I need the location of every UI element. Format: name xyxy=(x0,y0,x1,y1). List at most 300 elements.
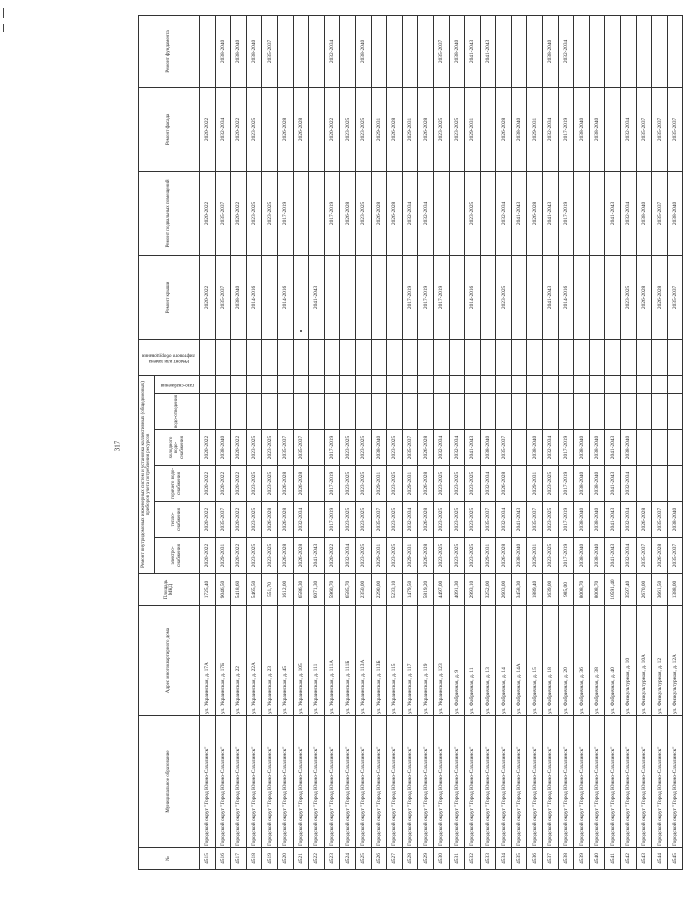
cell-address: ул. Физкультурная, д. 12А xyxy=(667,606,683,716)
cell-foundation xyxy=(293,15,309,87)
cell-elevator xyxy=(433,339,449,375)
cell-area: 1639,00 xyxy=(543,574,559,606)
cell-foundation: 2038-2040 xyxy=(215,15,231,87)
cell-facade xyxy=(262,87,278,171)
cell-cold-water: 2023-2025 xyxy=(262,430,278,466)
cell-electro: 2020-2022 xyxy=(231,538,247,574)
cell-hot-water: 2029-2031 xyxy=(527,466,543,502)
cell-hot-water: 2026-2028 xyxy=(277,466,293,502)
cell-area: 9046,50 xyxy=(215,574,231,606)
cell-roof xyxy=(355,255,371,339)
header-facade: Ремонт фасада xyxy=(139,87,200,171)
cell-roof xyxy=(262,255,278,339)
cell-cold-water: 2020-2022 xyxy=(200,430,216,466)
cell-heat: 2023-2025 xyxy=(340,502,356,538)
cell-foundation: 2038-2040 xyxy=(231,15,247,87)
cell-cold-water: 2017-2019 xyxy=(324,430,340,466)
cell-municipality: Городской округ "Город Южно-Сахалинск" xyxy=(324,716,340,848)
cell-basement: 2020-2022 xyxy=(200,171,216,255)
cell-foundation xyxy=(496,15,512,87)
cell-gas xyxy=(355,375,371,393)
cell-electro: 2023-2025 xyxy=(543,538,559,574)
cell-cold-water: 2035-2037 xyxy=(496,430,512,466)
cell-municipality: Городской округ "Город Южно-Сахалинск" xyxy=(387,716,403,848)
cell-municipality: Городской округ "Город Южно-Сахалинск" xyxy=(262,716,278,848)
cell-municipality: Городской округ "Город Южно-Сахалинск" xyxy=(465,716,481,848)
cell-foundation: 2038-2040 xyxy=(449,15,465,87)
header-group-repair: Ремонт внутридомовых инженерных систем и установка коллективных (общедомовых) приборов учета потребления ресурсов xyxy=(139,375,155,573)
cell-hot-water: 2026-2028 xyxy=(293,466,309,502)
cell-address: ул. Физкультурная, д. 10А xyxy=(636,606,652,716)
cell-address: ул. Фабричная, д. 13 xyxy=(480,606,496,716)
cell-municipality: Городской округ "Город Южно-Сахалинск" xyxy=(667,716,683,848)
cell-number: 4539 xyxy=(574,848,590,870)
cell-number: 4541 xyxy=(605,848,621,870)
cell-heat: 2026-2028 xyxy=(262,502,278,538)
cell-cold-water: 2038-2040 xyxy=(480,430,496,466)
cell-gas xyxy=(621,375,637,393)
cell-gas xyxy=(418,375,434,393)
cell-foundation xyxy=(340,15,356,87)
cell-number: 4526 xyxy=(371,848,387,870)
cell-electro: 2035-2037 xyxy=(636,538,652,574)
cell-cold-water: 2035-2037 xyxy=(293,430,309,466)
cell-gas xyxy=(667,375,683,393)
header-foundation: Ремонт фундамента xyxy=(139,15,200,87)
cell-number: 4540 xyxy=(589,848,605,870)
cell-municipality: Городской округ "Город Южно-Сахалинск" xyxy=(433,716,449,848)
cell-roof xyxy=(340,255,356,339)
cell-roof xyxy=(527,255,543,339)
cell-facade: 2032-2034 xyxy=(621,87,637,171)
cell-foundation: 2041-2043 xyxy=(480,15,496,87)
cell-roof xyxy=(480,255,496,339)
cell-basement xyxy=(449,171,465,255)
table-row xyxy=(605,15,621,869)
cell-hot-water xyxy=(309,466,325,502)
cell-electro: 2023-2025 xyxy=(262,538,278,574)
cell-heat: 2038-2040 xyxy=(574,502,590,538)
cell-number: 4545 xyxy=(667,848,683,870)
cell-sewer xyxy=(418,394,434,430)
cell-facade: 2023-2025 xyxy=(340,87,356,171)
cell-elevator xyxy=(621,339,637,375)
cell-sewer xyxy=(480,394,496,430)
cell-roof xyxy=(605,255,621,339)
cell-basement: 2038-2040 xyxy=(667,171,683,255)
cell-sewer xyxy=(527,394,543,430)
cell-area: 5819,20 xyxy=(418,574,434,606)
cell-number: 4533 xyxy=(480,848,496,870)
scan-edge-mark xyxy=(3,24,4,32)
cell-heat: 2023-2025 xyxy=(387,502,403,538)
cell-facade: 2020-2022 xyxy=(200,87,216,171)
cell-elevator xyxy=(527,339,543,375)
cell-gas xyxy=(636,375,652,393)
table-row xyxy=(433,15,449,869)
cell-facade: 2026-2028 xyxy=(418,87,434,171)
table-row xyxy=(465,15,481,869)
cell-address: ул. Фабричная, д. 40 xyxy=(605,606,621,716)
cell-municipality: Городской округ "Город Южно-Сахалинск" xyxy=(246,716,262,848)
cell-sewer xyxy=(293,394,309,430)
cell-municipality: Городской округ "Город Южно-Сахалинск" xyxy=(621,716,637,848)
cell-sewer xyxy=(667,394,683,430)
cell-basement xyxy=(480,171,496,255)
cell-area: 5233,10 xyxy=(387,574,403,606)
cell-elevator xyxy=(480,339,496,375)
cell-hot-water: 2020-2022 xyxy=(231,466,247,502)
cell-roof: 2038-2040 xyxy=(231,255,247,339)
cell-sewer xyxy=(558,394,574,430)
cell-area: 5465,50 xyxy=(246,574,262,606)
cell-number: 4530 xyxy=(433,848,449,870)
cell-cold-water: 2023-2025 xyxy=(246,430,262,466)
cell-area: 6585,70 xyxy=(340,574,356,606)
cell-foundation xyxy=(387,15,403,87)
cell-heat: 2026-2028 xyxy=(277,502,293,538)
cell-elevator xyxy=(355,339,371,375)
cell-area: 4497,00 xyxy=(433,574,449,606)
cell-heat: 2023-2025 xyxy=(433,502,449,538)
cell-cold-water: 2038-2040 xyxy=(621,430,637,466)
cell-area: 10591,40 xyxy=(605,574,621,606)
cell-hot-water xyxy=(636,466,652,502)
cell-municipality: Городской округ "Город Южно-Сахалинск" xyxy=(496,716,512,848)
cell-hot-water xyxy=(511,466,527,502)
table-row xyxy=(480,15,496,869)
cell-roof: 2014-2016 xyxy=(465,255,481,339)
cell-electro: 2026-2028 xyxy=(496,538,512,574)
cell-roof: 2023-2025 xyxy=(496,255,512,339)
header-heat: тепло-снабжения xyxy=(154,502,199,538)
cell-electro: 2026-2028 xyxy=(652,538,668,574)
cell-foundation: 2035-2037 xyxy=(262,15,278,87)
cell-sewer xyxy=(340,394,356,430)
cell-municipality: Городской округ "Город Южно-Сахалинск" xyxy=(605,716,621,848)
cell-gas xyxy=(449,375,465,393)
page-number: 317 xyxy=(113,440,122,452)
cell-basement xyxy=(309,171,325,255)
cell-electro: 2035-2037 xyxy=(667,538,683,574)
table-row xyxy=(418,15,434,869)
cell-sewer xyxy=(387,394,403,430)
table-row xyxy=(277,15,293,869)
cell-cold-water xyxy=(636,430,652,466)
cell-electro: 2023-2025 xyxy=(246,538,262,574)
cell-electro: 2038-2040 xyxy=(589,538,605,574)
header-no: № xyxy=(139,848,200,870)
cell-elevator xyxy=(277,339,293,375)
cell-facade: 2035-2037 xyxy=(652,87,668,171)
cell-roof xyxy=(293,255,309,339)
cell-roof: 2020-2022 xyxy=(200,255,216,339)
cell-area: 4091,30 xyxy=(449,574,465,606)
cell-gas xyxy=(231,375,247,393)
cell-heat: 2023-2025 xyxy=(465,502,481,538)
cell-facade: 2038-2040 xyxy=(589,87,605,171)
cell-area: 3458,30 xyxy=(511,574,527,606)
cell-basement: 2017-2019 xyxy=(277,171,293,255)
cell-gas xyxy=(200,375,216,393)
cell-basement: 2017-2019 xyxy=(558,171,574,255)
cell-address: ул. Фабричная, д. 36 xyxy=(574,606,590,716)
cell-area: 1725,40 xyxy=(200,574,216,606)
cell-roof xyxy=(371,255,387,339)
cell-elevator xyxy=(324,339,340,375)
cell-gas xyxy=(433,375,449,393)
cell-elevator xyxy=(667,339,683,375)
cell-cold-water: 2035-2037 xyxy=(277,430,293,466)
cell-basement: 2041-2043 xyxy=(511,171,527,255)
cell-municipality: Городской округ "Город Южно-Сахалинск" xyxy=(511,716,527,848)
cell-facade: 2035-2037 xyxy=(636,87,652,171)
cell-hot-water xyxy=(652,466,668,502)
cell-facade: 2017-2019 xyxy=(558,87,574,171)
cell-sewer xyxy=(215,394,231,430)
table-row xyxy=(371,15,387,869)
header-municipality: Муниципальное образование xyxy=(139,716,200,848)
cell-foundation xyxy=(402,15,418,87)
cell-elevator xyxy=(262,339,278,375)
cell-facade: 2026-2028 xyxy=(387,87,403,171)
cell-gas xyxy=(574,375,590,393)
cell-hot-water: 2038-2040 xyxy=(589,466,605,502)
cell-area: 5960,70 xyxy=(324,574,340,606)
cell-gas xyxy=(340,375,356,393)
cell-elevator xyxy=(589,339,605,375)
cell-basement: 2026-2028 xyxy=(371,171,387,255)
cell-roof: 2035-2037 xyxy=(215,255,231,339)
cell-address: ул. Фабричная, д. 18 xyxy=(543,606,559,716)
cell-cold-water: 2032-2034 xyxy=(433,430,449,466)
cell-municipality: Городской округ "Город Южно-Сахалинск" xyxy=(558,716,574,848)
cell-hot-water: 2023-2025 xyxy=(387,466,403,502)
cell-roof: 2035-2037 xyxy=(667,255,683,339)
cell-gas xyxy=(527,375,543,393)
cell-electro: 2023-2025 xyxy=(449,538,465,574)
cell-heat: 2026-2028 xyxy=(418,502,434,538)
cell-elevator xyxy=(215,339,231,375)
cell-basement xyxy=(293,171,309,255)
cell-roof: 2023-2025 xyxy=(621,255,637,339)
cell-facade: 2023-2025 xyxy=(355,87,371,171)
cell-heat: 2023-2025 xyxy=(543,502,559,538)
cell-cold-water: 2035-2037 xyxy=(402,430,418,466)
cell-heat: 2041-2043 xyxy=(511,502,527,538)
cell-elevator xyxy=(231,339,247,375)
table-row xyxy=(667,15,683,869)
table-row xyxy=(527,15,543,869)
cell-number: 4537 xyxy=(543,848,559,870)
cell-municipality: Городской округ "Город Южно-Сахалинск" xyxy=(480,716,496,848)
cell-sewer xyxy=(433,394,449,430)
cell-address: ул. Фабричная, д. 20 xyxy=(558,606,574,716)
cell-area: 1479,50 xyxy=(402,574,418,606)
table-row xyxy=(574,15,590,869)
cell-roof: 2041-2043 xyxy=(543,255,559,339)
cell-facade: 2029-2031 xyxy=(371,87,387,171)
cell-gas xyxy=(293,375,309,393)
cell-heat: 2035-2037 xyxy=(480,502,496,538)
cell-electro: 2023-2025 xyxy=(387,538,403,574)
cell-foundation xyxy=(636,15,652,87)
cell-heat: 2023-2025 xyxy=(449,502,465,538)
cell-gas xyxy=(480,375,496,393)
cell-electro: 2020-2022 xyxy=(324,538,340,574)
cell-cold-water xyxy=(511,430,527,466)
cell-municipality: Городской округ "Город Южно-Сахалинск" xyxy=(371,716,387,848)
cell-address: ул. Украинская, д. 22 xyxy=(231,606,247,716)
cell-foundation xyxy=(621,15,637,87)
cell-sewer xyxy=(324,394,340,430)
cell-elevator xyxy=(652,339,668,375)
cell-hot-water: 2023-2025 xyxy=(262,466,278,502)
cell-cold-water: 2038-2040 xyxy=(574,430,590,466)
cell-electro: 2029-2031 xyxy=(480,538,496,574)
cell-electro: 2023-2025 xyxy=(355,538,371,574)
cell-number: 4519 xyxy=(262,848,278,870)
cell-electro: 2041-2043 xyxy=(605,538,621,574)
cell-address: ул. Фабричная, д. 14А xyxy=(511,606,527,716)
cell-cold-water: 2023-2025 xyxy=(340,430,356,466)
table-row xyxy=(589,15,605,869)
cell-gas xyxy=(277,375,293,393)
cell-sewer xyxy=(262,394,278,430)
cell-roof xyxy=(324,255,340,339)
cell-municipality: Городской округ "Город Южно-Сахалинск" xyxy=(574,716,590,848)
cell-hot-water: 2032-2034 xyxy=(480,466,496,502)
cell-address: ул. Украинская, д. 111 xyxy=(309,606,325,716)
cell-municipality: Городской округ "Город Южно-Сахалинск" xyxy=(340,716,356,848)
cell-electro: 2032-2034 xyxy=(621,538,637,574)
table-row xyxy=(324,15,340,869)
cell-facade: 2023-2025 xyxy=(433,87,449,171)
cell-sewer xyxy=(621,394,637,430)
cell-number: 4535 xyxy=(511,848,527,870)
cell-roof: 2017-2019 xyxy=(418,255,434,339)
cell-foundation xyxy=(527,15,543,87)
cell-facade xyxy=(480,87,496,171)
cell-hot-water: 2020-2022 xyxy=(200,466,216,502)
cell-sewer xyxy=(355,394,371,430)
cell-municipality: Городской округ "Город Южно-Сахалинск" xyxy=(449,716,465,848)
cell-gas xyxy=(605,375,621,393)
cell-address: ул. Украинская, д. 113А xyxy=(355,606,371,716)
cell-basement: 2032-2034 xyxy=(402,171,418,255)
scan-edge-mark xyxy=(3,8,4,18)
cell-facade: 2026-2028 xyxy=(496,87,512,171)
cell-elevator xyxy=(309,339,325,375)
cell-hot-water: 2041-2043 xyxy=(605,466,621,502)
cell-address: ул. Украинская, д. 123 xyxy=(433,606,449,716)
cell-cold-water xyxy=(667,430,683,466)
cell-number: 4543 xyxy=(636,848,652,870)
cell-basement: 2020-2022 xyxy=(231,171,247,255)
cell-facade: 2023-2025 xyxy=(246,87,262,171)
cell-hot-water: 2023-2025 xyxy=(246,466,262,502)
cell-foundation xyxy=(277,15,293,87)
cell-heat: 2035-2037 xyxy=(371,502,387,538)
table-row xyxy=(246,15,262,869)
cell-address: ул. Украинская, д. 22А xyxy=(246,606,262,716)
cell-facade: 2020-2022 xyxy=(324,87,340,171)
cell-elevator xyxy=(558,339,574,375)
cell-address: ул. Физкультурная, д. 12 xyxy=(652,606,668,716)
cell-hot-water: 2020-2022 xyxy=(215,466,231,502)
cell-electro: 2029-2031 xyxy=(215,538,231,574)
cell-address: ул. Украинская, д. 45 xyxy=(277,606,293,716)
cell-basement: 2023-2025 xyxy=(465,171,481,255)
cell-facade: 2029-2031 xyxy=(527,87,543,171)
cell-elevator xyxy=(574,339,590,375)
cell-area: 985,00 xyxy=(558,574,574,606)
cell-sewer xyxy=(246,394,262,430)
cell-basement: 2035-2037 xyxy=(215,171,231,255)
cell-hot-water: 2023-2025 xyxy=(433,466,449,502)
cell-address: ул. Фабричная, д. 38 xyxy=(589,606,605,716)
cell-area: 1388,00 xyxy=(667,574,683,606)
table-row xyxy=(449,15,465,869)
cell-gas xyxy=(465,375,481,393)
cell-number: 4542 xyxy=(621,848,637,870)
header-roof: Ремонт крыши xyxy=(139,255,200,339)
cell-foundation xyxy=(605,15,621,87)
cell-heat: 2035-2037 xyxy=(215,502,231,538)
table-row xyxy=(215,15,231,869)
cell-number: 4521 xyxy=(293,848,309,870)
cell-foundation: 2035-2037 xyxy=(433,15,449,87)
table-row xyxy=(636,15,652,869)
cell-cold-water: 2017-2019 xyxy=(558,430,574,466)
cell-heat: 2026-2028 xyxy=(636,502,652,538)
cell-area: 1889,40 xyxy=(527,574,543,606)
cell-sewer xyxy=(652,394,668,430)
cell-number: 4523 xyxy=(324,848,340,870)
cell-elevator xyxy=(496,339,512,375)
cell-number: 4531 xyxy=(449,848,465,870)
cell-electro: 2041-2043 xyxy=(309,538,325,574)
cell-heat: 2017-2019 xyxy=(558,502,574,538)
header-area: Площадь МКД xyxy=(139,574,200,606)
cell-roof: 2026-2028 xyxy=(652,255,668,339)
cell-elevator xyxy=(511,339,527,375)
header-sewer: водо-отведения xyxy=(154,394,199,430)
cell-electro: 2029-2031 xyxy=(527,538,543,574)
cell-cold-water: 2041-2043 xyxy=(465,430,481,466)
cell-number: 4517 xyxy=(231,848,247,870)
cell-foundation xyxy=(309,15,325,87)
cell-sewer xyxy=(465,394,481,430)
cell-municipality: Городской округ "Город Южно-Сахалинск" xyxy=(309,716,325,848)
cell-address: ул. Украинская, д. 23 xyxy=(262,606,278,716)
cell-sewer xyxy=(371,394,387,430)
cell-basement: 2032-2034 xyxy=(418,171,434,255)
cell-foundation: 2032-2034 xyxy=(558,15,574,87)
cell-municipality: Городской округ "Город Южно-Сахалинск" xyxy=(277,716,293,848)
cell-roof: 2017-2019 xyxy=(402,255,418,339)
cell-cold-water: 2032-2034 xyxy=(449,430,465,466)
cell-address: ул. Украинская, д. 119 xyxy=(418,606,434,716)
cell-elevator xyxy=(449,339,465,375)
cell-basement: 2038-2040 xyxy=(636,171,652,255)
table-row xyxy=(543,15,559,869)
table-row xyxy=(340,15,356,869)
cell-cold-water: 2026-2028 xyxy=(418,430,434,466)
cell-foundation xyxy=(652,15,668,87)
table-row xyxy=(558,15,574,869)
cell-roof xyxy=(589,255,605,339)
